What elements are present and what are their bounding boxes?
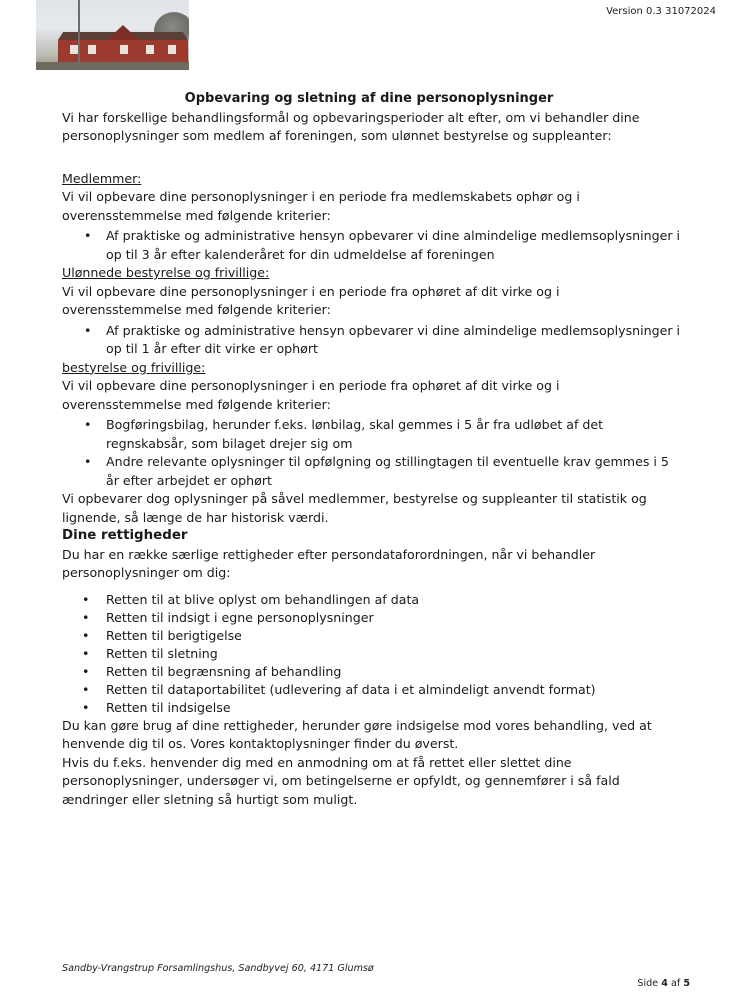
page-mid: af: [670, 978, 681, 989]
photo-ground: [36, 62, 189, 70]
photo-lamp-pole: [78, 0, 80, 68]
intro-paragraph: Vi har forskellige behandlingsformål og opbevaringsperioder alt efter, om vi behandler dine personoplysninger som medlem af foreningen, som ulønnet bestyrelse og suppleanter:: [62, 109, 640, 143]
section-text-members: Vi vil opbevare dine personoplysninger i en periode fra medlemskabets ophør og i overensstemmelse med følgende kriterier:: [62, 189, 580, 223]
section-text-board: Vi vil opbevare dine personoplysninger i en periode fra ophøret af dit virke og i overensstemmelse med følgende kriterier:: [62, 378, 560, 412]
document-body: [62, 90, 682, 809]
section-heading-members: Medlemmer:: [62, 170, 142, 186]
footer-address: Sandby-Vrangstrup Forsamlingshus, Sandbyvej 60, 4171 Glumsø: [62, 963, 374, 974]
version-label: Version 0.3 31072024: [606, 6, 716, 17]
list-item: • Retten til sletning: [106, 645, 682, 663]
section-heading-unpaid-board: Ulønnede bestyrelse og frivillige:: [62, 265, 270, 280]
photo-window: [88, 45, 96, 54]
list-item: • Retten til indsigt i egne personoplysninger: [106, 609, 682, 627]
rights-heading: Dine rettigheder: [62, 528, 188, 543]
rights-list: [62, 591, 682, 717]
list-item: • Retten til berigtigelse: [106, 627, 682, 645]
photo-window: [120, 45, 128, 54]
list-item: • Bogføringsbilag, herunder f.eks. lønbilag, skal gemmes i 5 år fra udløbet af det regnskabsår, som bilaget drejer sig om: [106, 416, 682, 453]
section-heading-board: bestyrelse og frivillige:: [62, 359, 206, 375]
list-item: • Retten til at blive oplyst om behandlingen af data: [106, 591, 682, 609]
header-building-photo: [36, 0, 189, 70]
page-total: 5: [683, 978, 690, 989]
list-item: • Retten til indsigelse: [106, 699, 682, 717]
bullet-list-unpaid-board: [62, 322, 682, 359]
bullet-list-board: [62, 416, 682, 490]
list-item: • Af praktiske og administrative hensyn opbevarer vi dine almindelige medlemsoplysninger i op til 1 år efter dit virke er ophørt: [106, 322, 682, 359]
bullet-list-members: [62, 227, 682, 264]
list-item: • Af praktiske og administrative hensyn opbevarer vi dine almindelige medlemsoplysninger i op til 3 år efter kalenderåret for din udmeldelse af foreningen: [106, 227, 682, 264]
rights-paragraph-contact: Du kan gøre brug af dine rettigheder, herunder gøre indsigelse mod vores behandling, ved at henvende dig til os. Vores kontaktoplysninger finder du øverst.: [62, 717, 652, 751]
page-title: Opbevaring og sletning af dine personoplysninger: [184, 91, 554, 106]
rights-paragraph-request: Hvis du f.eks. henvender dig med en anmodning om at få rettet eller slettet dine personoplysninger, undersøger vi, om betingelserne er opfyldt, og gennemfører i så fald ændringer eller sletning så hurtigt som muligt.: [62, 754, 620, 807]
list-item: • Andre relevante oplysninger til opfølgning og stillingtagen til eventuelle krav gemmes i 5 år efter arbejdet er ophørt: [106, 453, 682, 490]
list-item: • Retten til dataportabilitet (udlevering af data i et almindeligt anvendt format): [106, 681, 682, 699]
photo-window: [70, 45, 78, 54]
photo-window: [168, 45, 176, 54]
page-number: [637, 978, 690, 989]
closing-paragraph: Vi opbevarer dog oplysninger på såvel medlemmer, bestyrelse og suppleanter til statistik og lignende, så længe de har historisk værdi.: [62, 491, 647, 525]
list-item: • Retten til begrænsning af behandling: [106, 663, 682, 681]
page-prefix: Side: [637, 978, 659, 989]
rights-intro: Du har en række særlige rettigheder efter persondataforordningen, når vi behandler personoplysninger om dig:: [62, 546, 596, 580]
section-text-unpaid-board: Vi vil opbevare dine personoplysninger i en periode fra ophøret af dit virke og i overensstemmelse med følgende kriterier:: [62, 283, 560, 317]
photo-window: [146, 45, 154, 54]
page-current: 4: [661, 978, 668, 989]
